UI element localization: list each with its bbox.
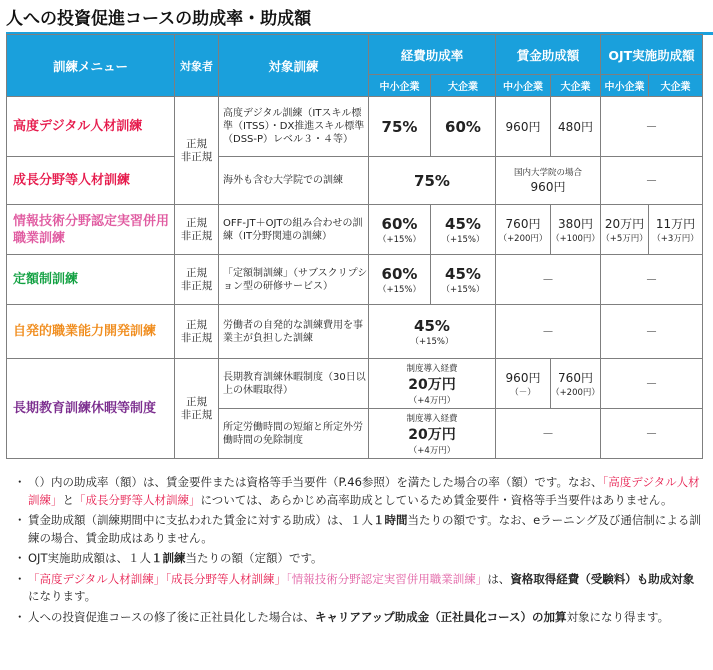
header-ojt: OJT実施助成額 <box>601 35 703 75</box>
wage-large-cell <box>551 205 601 255</box>
wage-cell <box>496 157 601 205</box>
note-highlight: 「高度デジタル人材訓練」 <box>28 475 700 507</box>
expense-cell <box>369 305 496 359</box>
note-5 <box>14 609 704 627</box>
note-bold: １訓練 <box>150 551 186 565</box>
note-4 <box>14 571 704 606</box>
header-large: 大企業 <box>431 75 496 97</box>
target-cell: 正規 非正規 <box>175 97 219 205</box>
expense-large-sub: （+15%） <box>441 284 485 295</box>
note-text: 当たりの額です。なお、eラーニング及び通信制による訓練の場合、賃金助成はありません。 <box>28 513 701 545</box>
menu-long-term-leave: 長期教育訓練休暇等制度 <box>7 359 175 459</box>
expense-large: 60% <box>431 97 496 157</box>
wage-value: － <box>496 255 601 305</box>
note-text: OJT実施助成額は、１人 <box>28 551 151 565</box>
expense-sub: （+4万円） <box>408 445 456 456</box>
note-text: 対象になり得ます。 <box>566 609 670 624</box>
training-desc: 「定額制訓練」（サブスクリプション型の研修サービス） <box>219 255 369 305</box>
expense-cell <box>369 409 496 459</box>
expense-sme-cell <box>369 205 431 255</box>
training-desc: 高度デジタル訓練（ITスキル標準（ITSS）・DX推進スキル標準（DSS-P）レベル３・４等） <box>219 97 369 157</box>
training-desc: 長期教育訓練休暇制度（30日以上の休暇取得） <box>219 359 369 409</box>
header-wage: 賃金助成額 <box>496 35 601 75</box>
header-target: 対象者 <box>175 35 219 97</box>
wage-value: 960円 <box>530 180 566 194</box>
note-highlight: 「高度デジタル人材訓練」 <box>28 571 166 586</box>
wage-large-sub: （+100円） <box>551 234 600 244</box>
note-text: については、あらかじめ高率助成としているため賃金要件・資格等手当要件はありません。 <box>200 492 673 507</box>
header-menu: 訓練メニュー <box>7 35 175 97</box>
ojt-value: － <box>601 157 703 205</box>
note-text: （）内の助成率（額）は、賃金要件または資格等手当要件（P.46参照）を満たした場合の率（額）です。なお、 <box>28 475 603 489</box>
header-sme: 中小企業 <box>369 75 431 97</box>
wage-sme-sub: （+200円） <box>498 234 548 244</box>
ojt-value: － <box>601 409 703 459</box>
menu-voluntary: 自発的職業能力開発訓練 <box>7 305 175 359</box>
expense-value: 20万円 <box>408 426 456 443</box>
expense-sub: （+15%） <box>410 336 454 347</box>
expense-value: 45% <box>414 316 450 335</box>
menu-high-digital: 高度デジタル人材訓練 <box>7 97 175 157</box>
expense-cell <box>369 359 496 409</box>
wage-sme: 960円 <box>505 371 541 385</box>
wage-large: 380円 <box>558 217 593 231</box>
ojt-value: － <box>601 97 703 157</box>
expense-sme-cell <box>369 255 431 305</box>
target-cell: 正規 非正規 <box>175 359 219 459</box>
expense-large-cell <box>431 205 496 255</box>
page-title: 人への投資促進コースの助成率・助成額 <box>6 4 713 35</box>
ojt-sme-sub: （+5万円） <box>601 234 648 244</box>
expense-large: 45% <box>445 214 481 233</box>
wage-large-sub: （+200円） <box>551 388 600 398</box>
ojt-sme-cell <box>601 205 649 255</box>
ojt-sme: 20万円 <box>604 217 645 231</box>
wage-sme: 960円 <box>496 97 551 157</box>
expense-note: 制度導入経費 <box>406 413 458 424</box>
target-cell: 正規 非正規 <box>175 305 219 359</box>
notes <box>14 474 704 629</box>
note-2 <box>14 512 704 547</box>
subsidy-table <box>6 34 703 459</box>
expense-sme-sub: （+15%） <box>377 284 421 295</box>
menu-flat-rate: 定額制訓練 <box>7 255 175 305</box>
ojt-value: － <box>601 359 703 409</box>
expense-sme: 75% <box>369 97 431 157</box>
note-text: になります。 <box>28 589 97 603</box>
expense-sme-sub: （+15%） <box>377 234 421 245</box>
bullet-icon: ・ <box>14 571 26 586</box>
wage-large: 480円 <box>551 97 601 157</box>
ojt-large: 11万円 <box>655 217 696 231</box>
expense-sub: （+4万円） <box>408 395 456 406</box>
target-cell: 正規 非正規 <box>175 205 219 255</box>
note-highlight: 「成長分野等人材訓練」 <box>74 492 201 507</box>
expense-value: 75% <box>369 157 496 205</box>
note-text: と <box>62 492 74 507</box>
header-large: 大企業 <box>649 75 703 97</box>
note-bold: キャリアアップ助成金（正社員化コース）の加算 <box>314 609 567 624</box>
note-1 <box>14 474 704 509</box>
training-desc: 労働者の自発的な訓練費用を事業主が負担した訓練 <box>219 305 369 359</box>
target-cell: 正規 非正規 <box>175 255 219 305</box>
header-large: 大企業 <box>551 75 601 97</box>
ojt-large-sub: （+3万円） <box>652 234 699 244</box>
ojt-value: － <box>601 255 703 305</box>
expense-large-sub: （+15%） <box>441 234 485 245</box>
bullet-icon: ・ <box>14 513 26 527</box>
training-desc: OFF-JT＋OJTの組み合わせの訓練（IT分野関連の訓練） <box>219 205 369 255</box>
note-bold: １時間 <box>373 513 408 527</box>
wage-sme-cell <box>496 205 551 255</box>
note-bold: 資格取得経費（受験料）も助成対象 <box>510 571 695 586</box>
bullet-icon: ・ <box>14 475 26 489</box>
header-training: 対象訓練 <box>219 35 369 97</box>
header-sme: 中小企業 <box>601 75 649 97</box>
note-text: 賃金助成額（訓練期間中に支払われた賃金に対する助成）は、１人 <box>28 513 373 527</box>
wage-sme-cell <box>496 359 551 409</box>
wage-sme-sub: （－） <box>510 388 536 398</box>
expense-large-cell <box>431 255 496 305</box>
note-highlight: 「成長分野等人材訓練」 <box>165 571 287 586</box>
bullet-icon: ・ <box>14 551 26 565</box>
menu-growth-field: 成長分野等人材訓練 <box>7 157 175 205</box>
note-highlight: 「情報技術分野認定実習併用職業訓練」 <box>286 571 488 586</box>
expense-sme: 60% <box>381 214 418 233</box>
wage-large-cell <box>551 359 601 409</box>
wage-sme: 760円 <box>505 217 541 231</box>
expense-value: 20万円 <box>408 376 456 393</box>
wage-note: 国内大学院の場合 <box>513 168 582 178</box>
note-text: 当たりの額（定額）です。 <box>185 551 323 565</box>
bullet-icon: ・ <box>14 609 26 624</box>
menu-it-field-certified: 情報技術分野認定実習併用職業訓練 <box>7 205 175 255</box>
expense-sme: 60% <box>381 264 418 283</box>
wage-large: 760円 <box>558 371 593 385</box>
wage-value: － <box>496 409 601 459</box>
note-text: 人への投資促進コースの修了後に正社員化した場合は、 <box>28 609 315 624</box>
wage-value: － <box>496 305 601 359</box>
training-desc: 所定労働時間の短縮と所定外労働時間の免除制度 <box>219 409 369 459</box>
ojt-large-cell <box>649 205 703 255</box>
note-3 <box>14 550 704 568</box>
expense-large: 45% <box>445 264 481 283</box>
header-sme: 中小企業 <box>496 75 551 97</box>
header-expense: 経費助成率 <box>369 35 496 75</box>
note-text: は、 <box>487 571 511 586</box>
training-desc: 海外も含む大学院での訓練 <box>219 157 369 205</box>
expense-note: 制度導入経費 <box>406 363 458 374</box>
ojt-value: － <box>601 305 703 359</box>
